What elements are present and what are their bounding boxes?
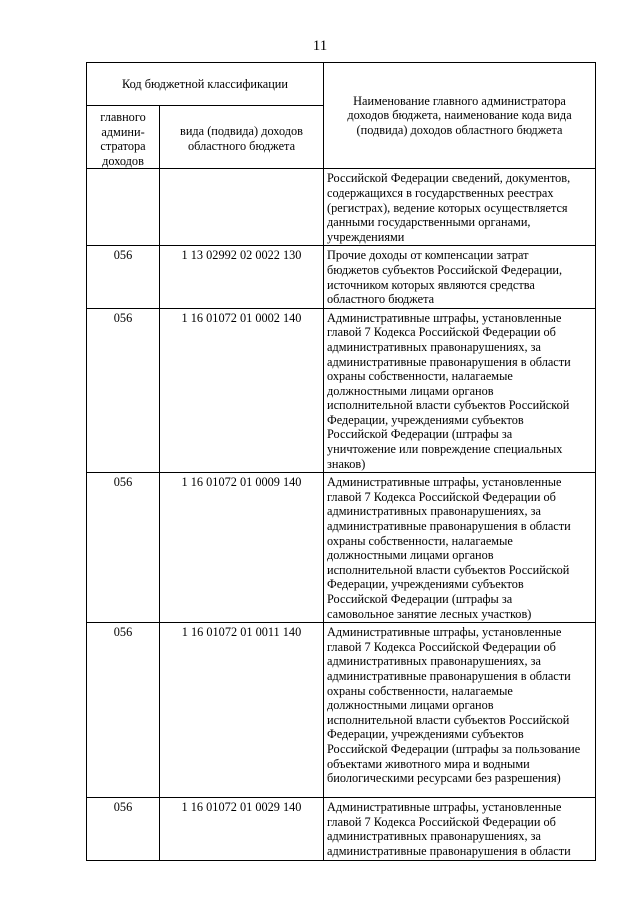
- admin-code-cell: 056: [87, 473, 160, 623]
- header-admin-line: админи-: [101, 124, 145, 139]
- name-line: исполнительной власти субъектов Российской: [327, 398, 570, 413]
- name-line: административные правонарушения в области: [327, 843, 571, 858]
- header-admin-column: [87, 106, 160, 169]
- table-row: [87, 169, 596, 246]
- name-line: Федерации, учреждениями субъектов: [327, 727, 524, 742]
- name-line: биологическими ресурсами без разрешения): [327, 771, 561, 786]
- name-line: Российской Федерации сведений, документов,: [327, 171, 571, 186]
- kind-code-cell: [160, 169, 324, 246]
- admin-code-cell: 056: [87, 308, 160, 473]
- name-line: Российской Федерации (штрафы за пользование: [327, 741, 581, 756]
- header-admin-line: стратора: [100, 139, 146, 154]
- name-line: содержащихся в государственных реестрах: [327, 185, 554, 200]
- name-line: Прочие доходы от компенсации затрат: [327, 248, 529, 263]
- name-line: должностными лицами органов: [327, 698, 494, 713]
- admin-code-cell: 056: [87, 246, 160, 308]
- kind-code-cell: 1 16 01072 01 0011 140: [160, 623, 324, 798]
- name-line: должностными лицами органов: [327, 383, 494, 398]
- name-line: исполнительной власти субъектов Российской: [327, 562, 570, 577]
- header-name-line: доходов бюджета, наименование кода вида: [347, 108, 572, 123]
- name-line: Административные штрафы, установленные: [327, 310, 562, 325]
- name-line: Российской Федерации (штрафы за: [327, 592, 513, 606]
- name-line: Федерации, учреждениями субъектов: [327, 577, 524, 592]
- name-line: административные правонарушения в области: [327, 354, 571, 369]
- name-line: охраны собственности, налагаемые: [327, 683, 513, 698]
- name-cell: [324, 246, 596, 308]
- name-line: административных правонарушениях, за: [327, 504, 541, 519]
- header-name-line: Наименование главного администратора: [353, 93, 566, 108]
- budget-classification-table: [86, 62, 596, 861]
- name-line: (регистрах), ведение которых осуществляется: [327, 200, 568, 215]
- name-line: данными государственными органами,: [327, 215, 531, 230]
- table-row: [87, 473, 596, 623]
- name-line: Административные штрафы, установленные: [327, 800, 562, 815]
- name-line: охраны собственности, налагаемые: [327, 533, 513, 548]
- name-line: административных правонарушениях, за: [327, 829, 541, 844]
- kind-code-cell: 1 16 01072 01 0002 140: [160, 308, 324, 473]
- name-cell: [324, 473, 596, 623]
- name-line: учреждениями: [327, 229, 405, 244]
- name-line: административные правонарушения в области: [327, 668, 571, 683]
- name-line: главой 7 Кодекса Российской Федерации об: [327, 814, 556, 829]
- name-cell: [324, 308, 596, 473]
- admin-code-cell: 056: [87, 623, 160, 798]
- name-line: главой 7 Кодекса Российской Федерации об: [327, 639, 556, 654]
- name-line: бюджетов субъектов Российской Федерации,: [327, 262, 563, 277]
- name-line: исполнительной власти субъектов Российской: [327, 712, 570, 727]
- header-name-line: (подвида) доходов областного бюджета: [356, 122, 563, 137]
- header-kind-column: [160, 106, 324, 169]
- admin-code-cell: 056: [87, 798, 160, 860]
- name-line: Административные штрафы, установленные: [327, 625, 562, 640]
- header-kind-line: областного бюджета: [187, 138, 296, 153]
- table-row: [87, 308, 596, 473]
- kind-code-cell: 1 16 01072 01 0009 140: [160, 473, 324, 623]
- table-row: [87, 798, 596, 860]
- page-number: 11: [312, 38, 328, 54]
- name-cell: [324, 169, 596, 246]
- name-line: охраны собственности, налагаемые: [327, 369, 513, 384]
- table-header-row: [87, 63, 596, 106]
- kind-code-cell: 1 13 02992 02 0022 130: [160, 246, 324, 308]
- name-line: главой 7 Кодекса Российской Федерации об: [327, 489, 556, 504]
- header-admin-line: доходов: [102, 153, 144, 168]
- name-line: Российской Федерации (штрафы за: [327, 427, 513, 442]
- name-cell: [324, 798, 596, 860]
- name-line: объектами животного мира и водными: [327, 756, 530, 771]
- name-line: уничтожение или повреждение специальных: [327, 442, 563, 457]
- header-kind-line: вида (подвида) доходов: [180, 124, 303, 138]
- name-line: самовольное занятие лесных участков): [327, 606, 532, 621]
- name-line: Административные штрафы, установленные: [327, 475, 562, 490]
- name-line: источником которых являются средства: [327, 277, 535, 292]
- name-line: главой 7 Кодекса Российской Федерации об: [327, 325, 556, 340]
- header-admin-line: главного: [100, 110, 146, 124]
- name-line: Федерации, учреждениями субъектов: [327, 412, 524, 427]
- name-line: областного бюджета: [327, 292, 435, 307]
- name-cell: [324, 623, 596, 798]
- name-line: административных правонарушениях, за: [327, 339, 541, 354]
- table-row: [87, 246, 596, 308]
- name-line: административных правонарушениях, за: [327, 654, 541, 669]
- name-line: должностными лицами органов: [327, 548, 494, 563]
- header-name-column: [324, 63, 596, 169]
- admin-code-cell: [87, 169, 160, 246]
- name-line: знаков): [327, 456, 366, 471]
- table-row: [87, 623, 596, 798]
- header-budget-code: Код бюджетной классификации: [87, 63, 324, 106]
- kind-code-cell: 1 16 01072 01 0029 140: [160, 798, 324, 860]
- name-line: административные правонарушения в области: [327, 519, 571, 534]
